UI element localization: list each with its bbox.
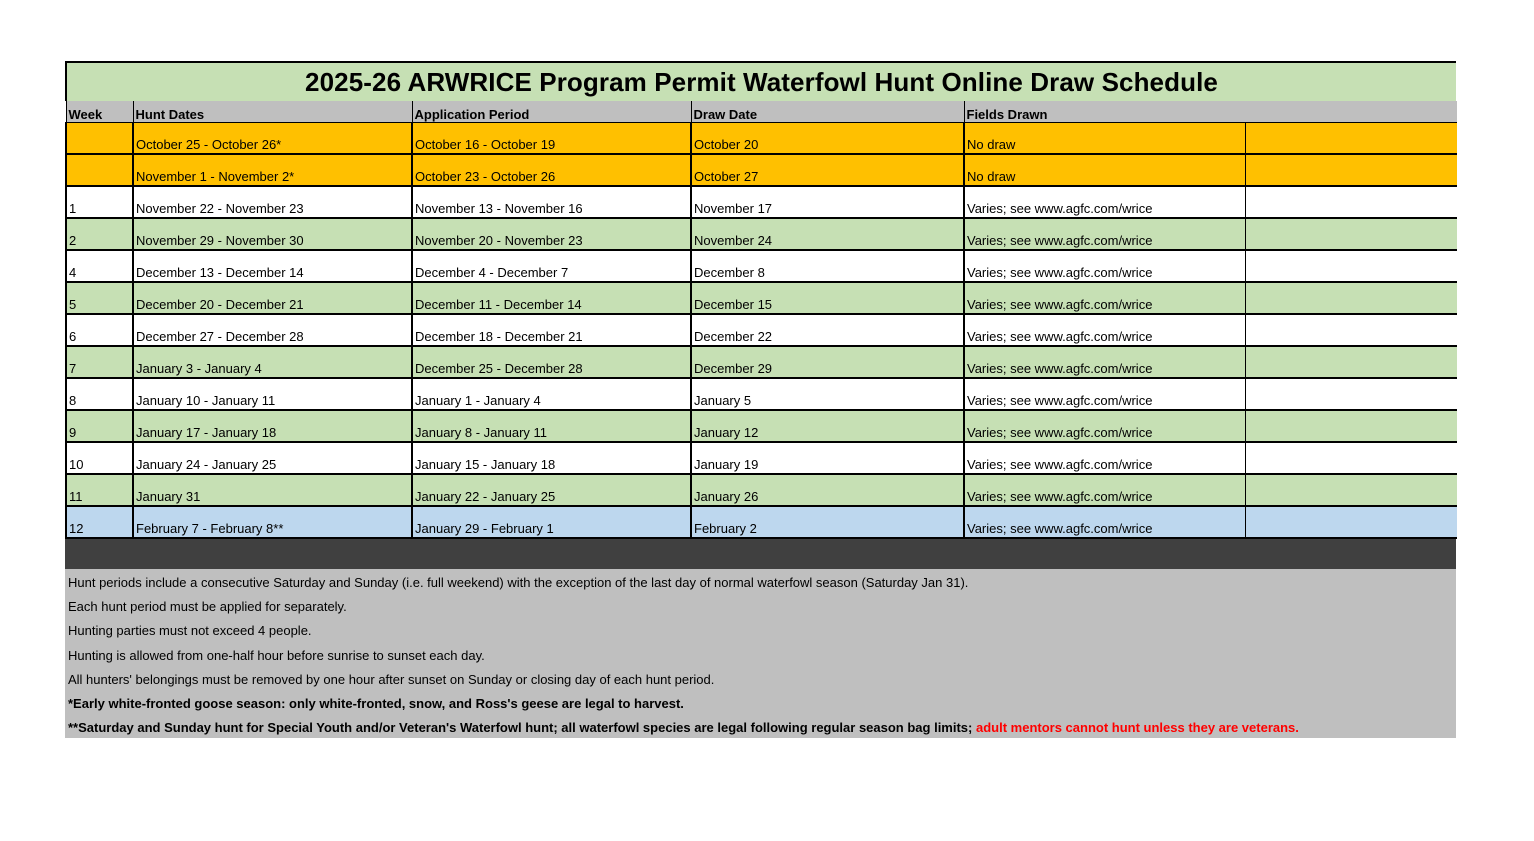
cell-application-period xyxy=(412,442,691,474)
cell-fields-drawn-text: Varies; see www.agfc.com/wrice xyxy=(967,393,1153,408)
cell-hunt-dates xyxy=(133,123,412,155)
cell-draw-date xyxy=(691,218,964,250)
header-hunt-dates: Hunt Dates xyxy=(133,101,412,123)
cell-fields-drawn xyxy=(964,314,1245,346)
cell-fields-drawn-text: Varies; see www.agfc.com/wrice xyxy=(967,425,1153,440)
cell-week-text: 12 xyxy=(69,521,84,536)
cell-hunt-dates-text: February 7 - February 8** xyxy=(136,521,284,536)
cell-hunt-dates-text: December 20 - December 21 xyxy=(136,297,304,312)
table-row xyxy=(66,506,1457,538)
cell-draw-date-text: December 29 xyxy=(694,361,773,376)
cell-hunt-dates-text: January 17 - January 18 xyxy=(136,425,277,440)
cell-application-period-text: October 16 - October 19 xyxy=(415,137,556,152)
table-row xyxy=(66,123,1457,155)
table-row xyxy=(66,474,1457,506)
cell-draw-date xyxy=(691,123,964,155)
cell-blank xyxy=(1245,282,1457,314)
cell-fields-drawn xyxy=(964,378,1245,410)
note-text: Hunt periods include a consecutive Saturday and Sunday (i.e. full weekend) with the exception of the last day of normal waterfowl season (Saturday Jan 31). xyxy=(68,575,969,590)
cell-week-text: 5 xyxy=(69,297,77,312)
cell-week xyxy=(66,410,133,442)
cell-week xyxy=(66,218,133,250)
cell-week xyxy=(66,154,133,186)
cell-draw-date-text: December 8 xyxy=(694,265,765,280)
cell-application-period xyxy=(412,314,691,346)
cell-application-period-text: November 20 - November 23 xyxy=(415,233,583,248)
cell-fields-drawn-text: Varies; see www.agfc.com/wrice xyxy=(967,201,1153,216)
table-row xyxy=(66,250,1457,282)
cell-blank xyxy=(1245,410,1457,442)
cell-blank xyxy=(1245,346,1457,378)
cell-hunt-dates xyxy=(133,154,412,186)
cell-application-period-text: January 1 - January 4 xyxy=(415,393,541,408)
table-row xyxy=(66,218,1457,250)
cell-hunt-dates xyxy=(133,282,412,314)
cell-hunt-dates-text: January 10 - January 11 xyxy=(136,393,276,408)
cell-hunt-dates xyxy=(133,186,412,218)
cell-draw-date xyxy=(691,442,964,474)
cell-fields-drawn-text: Varies; see www.agfc.com/wrice xyxy=(967,297,1153,312)
cell-week xyxy=(66,314,133,346)
cell-application-period-text: November 13 - November 16 xyxy=(415,201,583,216)
cell-week xyxy=(66,346,133,378)
cell-application-period xyxy=(412,186,691,218)
cell-week-text: 10 xyxy=(69,457,84,472)
note-text: Each hunt period must be applied for separately. xyxy=(68,599,347,615)
cell-week-text: 7 xyxy=(69,361,77,376)
schedule-body xyxy=(66,123,1457,539)
cell-application-period-text: December 18 - December 21 xyxy=(415,329,583,344)
cell-draw-date-text: November 17 xyxy=(694,201,773,216)
cell-hunt-dates xyxy=(133,474,412,506)
cell-hunt-dates-text: November 29 - November 30 xyxy=(136,233,304,248)
cell-fields-drawn xyxy=(964,186,1245,218)
cell-fields-drawn xyxy=(964,474,1245,506)
cell-blank xyxy=(1245,506,1457,538)
cell-draw-date xyxy=(691,474,964,506)
cell-application-period-text: December 25 - December 28 xyxy=(415,361,583,376)
header-application-period: Application Period xyxy=(412,101,691,123)
header-draw-date: Draw Date xyxy=(691,101,964,123)
header-blank xyxy=(1245,101,1457,123)
cell-blank xyxy=(1245,474,1457,506)
cell-application-period xyxy=(412,250,691,282)
note-line xyxy=(68,595,1456,619)
notes-section xyxy=(65,569,1456,738)
cell-draw-date-text: December 22 xyxy=(694,329,773,344)
cell-fields-drawn xyxy=(964,218,1245,250)
cell-draw-date xyxy=(691,250,964,282)
schedule-table xyxy=(65,101,1457,539)
cell-week-text: 6 xyxy=(69,329,77,344)
note-warning-text: adult mentors cannot hunt unless they are veterans. xyxy=(975,720,1299,736)
cell-draw-date xyxy=(691,378,964,410)
cell-week-text: 2 xyxy=(69,233,77,248)
note-text: **Saturday and Sunday hunt for Special Youth and/or Veteran's Waterfowl hunt; all waterfowl species are legal following regular season bag limits; xyxy=(68,720,976,736)
cell-hunt-dates xyxy=(133,250,412,282)
cell-application-period xyxy=(412,474,691,506)
cell-draw-date xyxy=(691,282,964,314)
cell-draw-date-text: January 12 xyxy=(694,425,759,440)
table-row xyxy=(66,154,1457,186)
cell-week xyxy=(66,378,133,410)
cell-fields-drawn xyxy=(964,282,1245,314)
cell-application-period xyxy=(412,378,691,410)
note-text: *Early white-fronted goose season: only white-fronted, snow, and Ross's geese are legal to harvest. xyxy=(68,695,684,711)
cell-week xyxy=(66,123,133,155)
cell-fields-drawn xyxy=(964,154,1245,186)
header-week: Week xyxy=(66,101,133,123)
cell-fields-drawn-text: Varies; see www.agfc.com/wrice xyxy=(967,329,1153,344)
table-row xyxy=(66,346,1457,378)
cell-application-period xyxy=(412,282,691,314)
cell-fields-drawn xyxy=(964,123,1245,155)
cell-application-period-text: January 8 - January 11 xyxy=(415,425,547,440)
cell-week-text: 8 xyxy=(69,393,77,408)
cell-hunt-dates-text: January 24 - January 25 xyxy=(136,457,277,472)
cell-draw-date xyxy=(691,506,964,538)
cell-hunt-dates xyxy=(133,218,412,250)
cell-draw-date xyxy=(691,346,964,378)
note-line xyxy=(68,668,1456,692)
cell-blank xyxy=(1245,442,1457,474)
cell-draw-date-text: November 24 xyxy=(694,233,773,248)
cell-fields-drawn xyxy=(964,442,1245,474)
cell-hunt-dates xyxy=(133,410,412,442)
cell-draw-date-text: December 15 xyxy=(694,297,773,312)
table-row xyxy=(66,378,1457,410)
cell-fields-drawn xyxy=(964,346,1245,378)
note-text: All hunters' belongings must be removed by one hour after sunset on Sunday or closing day of each hunt period. xyxy=(68,671,715,687)
note-line xyxy=(68,619,1456,643)
cell-application-period xyxy=(412,154,691,186)
note-line xyxy=(68,716,1456,740)
note-line xyxy=(68,644,1456,668)
cell-application-period-text: January 15 - January 18 xyxy=(415,457,556,472)
cell-hunt-dates-text: November 22 - November 23 xyxy=(136,201,304,216)
cell-hunt-dates xyxy=(133,378,412,410)
cell-week-text: 1 xyxy=(69,201,77,216)
cell-application-period-text: October 23 - October 26 xyxy=(415,169,556,184)
cell-draw-date-text: January 26 xyxy=(694,489,759,504)
cell-draw-date xyxy=(691,410,964,442)
cell-hunt-dates-text: November 1 - November 2* xyxy=(136,169,295,184)
cell-fields-drawn xyxy=(964,506,1245,538)
cell-hunt-dates xyxy=(133,442,412,474)
header-fields-drawn: Fields Drawn xyxy=(964,101,1245,123)
cell-hunt-dates xyxy=(133,506,412,538)
cell-week-text: 9 xyxy=(69,425,77,440)
cell-blank xyxy=(1245,314,1457,346)
cell-application-period xyxy=(412,410,691,442)
cell-week xyxy=(66,250,133,282)
cell-application-period xyxy=(412,123,691,155)
cell-week xyxy=(66,186,133,218)
cell-week-text: 4 xyxy=(69,265,77,280)
cell-week xyxy=(66,506,133,538)
table-row xyxy=(66,186,1457,218)
cell-hunt-dates-text: December 13 - December 14 xyxy=(136,265,304,280)
cell-blank xyxy=(1245,250,1457,282)
schedule-sheet xyxy=(65,61,1456,738)
cell-week xyxy=(66,282,133,314)
cell-draw-date-text: October 20 xyxy=(694,137,759,152)
note-line xyxy=(68,692,1456,716)
cell-blank xyxy=(1245,378,1457,410)
cell-fields-drawn-text: Varies; see www.agfc.com/wrice xyxy=(967,521,1153,536)
cell-application-period xyxy=(412,346,691,378)
cell-blank xyxy=(1245,123,1457,155)
cell-draw-date-text: January 5 xyxy=(694,393,752,408)
table-row xyxy=(66,410,1457,442)
cell-fields-drawn-text: Varies; see www.agfc.com/wrice xyxy=(967,489,1153,504)
cell-blank xyxy=(1245,154,1457,186)
cell-draw-date-text: January 19 xyxy=(694,457,759,472)
cell-fields-drawn-text: Varies; see www.agfc.com/wrice xyxy=(967,265,1153,280)
cell-application-period-text: December 4 - December 7 xyxy=(415,265,569,280)
cell-hunt-dates-text: October 25 - October 26* xyxy=(136,137,282,152)
cell-hunt-dates-text: December 27 - December 28 xyxy=(136,329,304,344)
cell-draw-date xyxy=(691,314,964,346)
cell-fields-drawn xyxy=(964,250,1245,282)
cell-application-period xyxy=(412,218,691,250)
table-row xyxy=(66,442,1457,474)
cell-application-period-text: December 11 - December 14 xyxy=(415,297,582,312)
cell-application-period-text: January 22 - January 25 xyxy=(415,489,556,504)
header-row xyxy=(66,101,1457,123)
cell-fields-drawn-text: No draw xyxy=(967,137,1016,152)
cell-fields-drawn-text: Varies; see www.agfc.com/wrice xyxy=(967,361,1153,376)
cell-fields-drawn-text: Varies; see www.agfc.com/wrice xyxy=(967,233,1153,248)
note-text: Hunting is allowed from one-half hour before sunrise to sunset each day. xyxy=(68,647,485,663)
cell-week xyxy=(66,442,133,474)
separator-band xyxy=(65,539,1456,569)
note-text: Hunting parties must not exceed 4 people. xyxy=(68,623,312,639)
cell-application-period-text: January 29 - February 1 xyxy=(415,521,554,536)
cell-hunt-dates-text: January 3 - January 4 xyxy=(136,361,262,376)
cell-week xyxy=(66,474,133,506)
note-line xyxy=(68,571,1456,595)
cell-hunt-dates xyxy=(133,346,412,378)
table-row xyxy=(66,282,1457,314)
table-row xyxy=(66,314,1457,346)
cell-draw-date xyxy=(691,186,964,218)
cell-draw-date xyxy=(691,154,964,186)
cell-fields-drawn xyxy=(964,410,1245,442)
schedule-title: 2025-26 ARWRICE Program Permit Waterfowl Hunt Online Draw Schedule xyxy=(65,61,1456,101)
cell-hunt-dates xyxy=(133,314,412,346)
cell-blank xyxy=(1245,218,1457,250)
cell-draw-date-text: February 2 xyxy=(694,521,757,536)
cell-hunt-dates-text: January 31 xyxy=(136,489,201,504)
cell-application-period xyxy=(412,506,691,538)
cell-draw-date-text: October 27 xyxy=(694,169,759,184)
cell-blank xyxy=(1245,186,1457,218)
cell-fields-drawn-text: No draw xyxy=(967,169,1016,184)
cell-fields-drawn-text: Varies; see www.agfc.com/wrice xyxy=(967,457,1153,472)
cell-week-text: 11 xyxy=(69,489,83,504)
